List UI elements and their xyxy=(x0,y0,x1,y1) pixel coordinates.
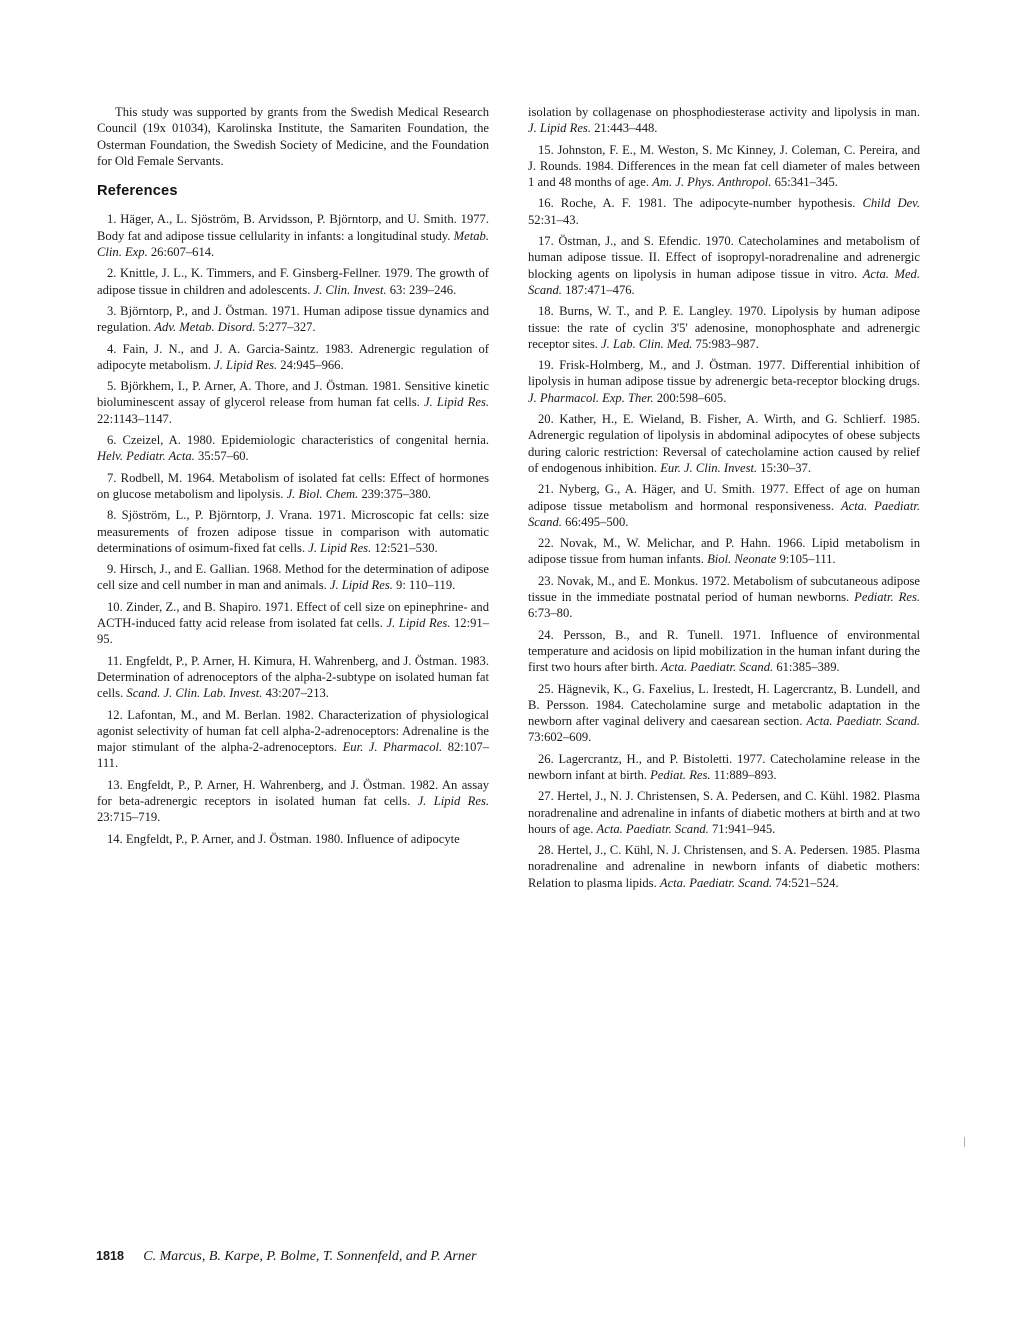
reference-text: 25. Hägnevik, K., G. Faxelius, L. Irestedt, H. Lagercrantz, B. Lundell, and B. Persson. 1984. Catecholamine surge and metabolic adaptation in the newborn after vaginal delivery and caesarean section. xyxy=(528,681,920,729)
journal-name: Acta. Paediatr. Scand. xyxy=(659,875,773,890)
reference-text: 19. Frisk-Holmberg, M., and J. Östman. 1977. Differential inhibition of lipolysis in human adipose tissue by adrenergic beta-receptor blocking drugs. xyxy=(528,358,920,389)
journal-name: Pediatr. Res. xyxy=(854,590,920,605)
reference-text: 28. Hertel, J., C. Kühl, N. J. Christensen, and S. A. Pedersen. 1985. Plasma noradrenaline and adrenaline in newborn infants of diabetic mothers: Relation to plasma lipids. xyxy=(528,843,920,890)
journal-name: Acta. Paediatr. Scand. xyxy=(596,821,709,836)
reference-volume-pages: 61:385–389. xyxy=(773,660,840,675)
left-column xyxy=(97,104,489,852)
reference-volume-pages: 43:207–213. xyxy=(262,686,329,701)
reference-volume-pages: 65:341–345. xyxy=(771,175,838,190)
reference-item xyxy=(97,599,489,648)
reference-text: 18. Burns, W. T., and P. E. Langley. 1970. Lipolysis by human adipose tissue: the rate of cyclin 3'5' adenosine, monophosphate and adrenergic receptor sites. xyxy=(528,304,920,351)
reference-item xyxy=(97,777,489,826)
journal-name: Pediat. Res. xyxy=(650,767,711,782)
reference-volume-pages: 66:495–500. xyxy=(561,514,629,529)
references-heading: References xyxy=(97,183,178,200)
journal-name: Child Dev. xyxy=(862,196,920,211)
reference-volume-pages: 82:107–111. xyxy=(97,740,489,771)
reference-volume-pages: 21:443–448. xyxy=(590,121,658,136)
reference-text: 11. Engfeldt, P., P. Arner, H. Kimura, H. Wahrenberg, and J. Östman. 1983. Determination of adrenoceptors of the alpha-2-subtype on isolated human fat cells. xyxy=(97,653,489,701)
reference-text: 15. Johnston, F. E., M. Weston, S. Mc Kinney, J. Coleman, C. Pereira, and J. Rounds. 1984. Differences in the mean fat cell diameter of males between 1 and 48 months of age. xyxy=(528,142,920,190)
reference-volume-pages: 6:73–80. xyxy=(528,606,573,621)
reference-item xyxy=(528,842,920,891)
reference-volume-pages: 63: 239–246. xyxy=(386,282,457,297)
reference-text: 12. Lafontan, M., and M. Berlan. 1982. Characterization of physiological agonist selectivity of human fat cell alpha-2-adrenoceptors: Adrenaline is the major stimulant of the alpha-2-adrenoceptors. xyxy=(97,707,489,755)
reference-item xyxy=(97,507,489,556)
reference-volume-pages: 23:715–719. xyxy=(97,810,161,825)
reference-text: 8. Sjöström, L., P. Björntorp, J. Vrana. 1971. Microscopic fat cells: size measurements of frozen adipose tissue in comparison with automatic determinations of osimum-fixed fat cells. xyxy=(97,508,489,555)
reference-text: 26. Lagercrantz, H., and P. Bistoletti. 1977. Catecholamine release in the newborn infant at birth. xyxy=(528,751,920,782)
journal-name: J. Lipid Res. xyxy=(214,357,278,372)
reference-item xyxy=(528,681,920,746)
journal-name: J. Lipid Res. xyxy=(423,395,490,410)
reference-text: 13. Engfeldt, P., P. Arner, H. Wahrenberg, and J. Östman. 1982. An assay for beta-adrenergic receptors in isolated human fat cells. xyxy=(97,777,489,808)
reference-item xyxy=(97,378,489,427)
reference-text: 20. Kather, H., E. Wieland, B. Fisher, A. Wirth, and G. Schlierf. 1985. Adrenergic regulation of lipolysis in abdominal adipocytes of obese subjects during caloric restriction: Reversal of catecholamine action caused by relief of endogenous inhibition. xyxy=(528,412,920,475)
reference-item xyxy=(97,211,489,260)
reference-text: 23. Novak, M., and E. Monkus. 1972. Metabolism of subcutaneous adipose tissue in the immediate postnatal period of human newborns. xyxy=(528,573,920,605)
reference-item xyxy=(528,303,920,352)
reference-volume-pages: 26:607–614. xyxy=(147,245,215,260)
reference-volume-pages: 15:30–37. xyxy=(757,460,811,475)
journal-name: J. Lipid Res. xyxy=(528,121,591,136)
reference-text: 1. Häger, A., L. Sjöström, B. Arvidsson, P. Björntorp, and U. Smith. 1977. Body fat and adipose tissue cellularity in infants: a longitudinal study. xyxy=(97,212,489,243)
reference-volume-pages: 5:277–327. xyxy=(255,320,316,335)
reference-text: 10. Zinder, Z., and B. Shapiro. 1971. Effect of cell size on epinephrine- and ACTH-induced fatty acid release from isolated fat cells. xyxy=(97,599,489,631)
journal-name: Am. J. Phys. Anthropol. xyxy=(652,175,772,190)
reference-text: 14. Engfeldt, P., P. Arner, and J. Östman. 1980. Influence of adipocyte xyxy=(107,831,460,846)
reference-volume-pages: 9: 110–119. xyxy=(392,578,456,593)
journal-name: J. Pharmacol. Exp. Ther. xyxy=(528,390,654,405)
reference-item xyxy=(528,751,920,784)
reference-volume-pages: 200:598–605. xyxy=(653,390,727,405)
margin-mark xyxy=(964,1137,965,1147)
reference-item xyxy=(97,265,489,298)
reference-item xyxy=(528,195,920,228)
reference-volume-pages: 75:983–987. xyxy=(692,336,759,351)
reference-volume-pages: 73:602–609. xyxy=(528,730,592,745)
reference-text: 4. Fain, J. N., and J. A. Garcia-Saintz. 1983. Adrenergic regulation of adipocyte metabolism. xyxy=(97,341,489,372)
reference-text: 27. Hertel, J., N. J. Christensen, S. A. Pedersen, and C. Kühl. 1982. Plasma noradrenaline and adrenaline in infants of diabetic mothers at birth and at two hours of age. xyxy=(528,789,920,836)
reference-item xyxy=(528,357,920,406)
page-number: 1818 xyxy=(96,1249,125,1263)
reference-item xyxy=(97,707,489,772)
journal-name: Biol. Neonate xyxy=(707,552,777,567)
journal-name: J. Lipid Res. xyxy=(386,616,451,631)
journal-name: Acta. Paediatr. Scand. xyxy=(660,660,774,675)
journal-name: Metab. Clin. Exp. xyxy=(97,228,489,260)
running-authors: C. Marcus, B. Karpe, P. Bolme, T. Sonnenfeld, and P. Arner xyxy=(143,1249,477,1264)
reference-volume-pages: 52:31–43. xyxy=(528,212,579,227)
journal-name: J. Lab. Clin. Med. xyxy=(601,336,693,351)
journal-name: Acta. Paediatr. Scand. xyxy=(528,498,920,529)
reference-text: 6. Czeizel, A. 1980. Epidemiologic characteristics of congenital hernia. xyxy=(107,433,489,448)
reference-text: 9. Hirsch, J., and E. Gallian. 1968. Method for the determination of adipose cell size and cell number in man and animals. xyxy=(97,562,489,593)
reference-item xyxy=(528,788,920,837)
reference-item xyxy=(528,627,920,676)
reference-item xyxy=(97,303,489,336)
journal-name: Helv. Pediatr. Acta. xyxy=(97,449,195,464)
reference-text: 3. Björntorp, P., and J. Östman. 1971. Human adipose tissue dynamics and regulation. xyxy=(97,303,489,335)
reference-volume-pages: 71:941–945. xyxy=(708,821,776,836)
journal-name: Eur. J. Pharmacol. xyxy=(342,740,443,755)
journal-name: J. Lipid Res. xyxy=(308,540,372,555)
reference-volume-pages: 11:889–893. xyxy=(710,767,777,782)
reference-volume-pages: 9:105–111. xyxy=(776,552,836,567)
reference-item xyxy=(528,535,920,568)
reference-text: 16. Roche, A. F. 1981. The adipocyte-number hypothesis. xyxy=(538,196,863,211)
reference-text: 7. Rodbell, M. 1964. Metabolism of isolated fat cells: Effect of hormones on glucose metabolism and lipolysis. xyxy=(97,470,489,501)
reference-text: 2. Knittle, J. L., K. Timmers, and F. Ginsberg-Fellner. 1979. The growth of adipose tissue in children and adolescents. xyxy=(97,266,489,297)
reference-text: 17. Östman, J., and S. Efendic. 1970. Catecholamines and metabolism of human adipose tissue. II. Effect of isopropyl-noradrenaline and adrenergic blocking agents on lipolysis in human adipose tissue in vitro. xyxy=(528,234,920,281)
journal-name: J. Lipid Res. xyxy=(329,578,393,593)
reference-volume-pages: 24:945–966. xyxy=(277,357,344,372)
acknowledgment-paragraph: This study was supported by grants from the Swedish Medical Research Council (19x 01034), Karolinska Institute, the Samariten Foundation, the Osterman Foundation, the Swedish Society of Medicine, and the Foundation for Old Female Servants. xyxy=(97,105,489,168)
reference-volume-pages: 239:375–380. xyxy=(358,486,432,501)
journal-name: J. Clin. Invest. xyxy=(313,282,387,297)
reference-volume-pages: 187:471–476. xyxy=(561,282,635,297)
reference-item xyxy=(528,411,920,476)
journal-name: Eur. J. Clin. Invest. xyxy=(660,460,758,475)
reference-text: 24. Persson, B., and R. Tunell. 1971. Influence of environmental temperature and acidosis on lipid mobilization in the human infant during the first two hours after birth. xyxy=(528,627,920,675)
right-column xyxy=(528,104,920,896)
reference-item xyxy=(528,573,920,622)
reference-item xyxy=(97,831,489,847)
reference-item xyxy=(97,470,489,503)
reference-item xyxy=(97,341,489,374)
reference-volume-pages: 35:57–60. xyxy=(194,449,249,464)
journal-name: Scand. J. Clin. Lab. Invest. xyxy=(126,686,263,701)
reference-continuation xyxy=(528,104,920,137)
journal-name: Acta. Paediatr. Scand. xyxy=(806,714,920,729)
reference-volume-pages: 12:91–95. xyxy=(97,616,489,647)
journal-name: J. Lipid Res. xyxy=(417,793,489,808)
reference-text: 21. Nyberg, G., A. Häger, and U. Smith. 1977. Effect of age on human adipose tissue metabolism and hormonal responsiveness. xyxy=(528,482,920,513)
reference-text: 22. Novak, M., W. Melichar, and P. Hahn. 1966. Lipid metabolism in adipose tissue from human infants. xyxy=(528,536,920,567)
page-footer xyxy=(96,1248,477,1265)
reference-item xyxy=(528,233,920,298)
journal-name: Acta. Med. Scand. xyxy=(528,266,920,297)
reference-text: 5. Björkhem, I., P. Arner, A. Thore, and J. Östman. 1981. Sensitive kinetic bioluminescent assay of glycerol release from human fat cells. xyxy=(97,379,489,410)
reference-item xyxy=(97,432,489,465)
reference-item xyxy=(97,561,489,594)
reference-item xyxy=(97,653,489,702)
reference-list-right xyxy=(528,142,920,891)
journal-name: Adv. Metab. Disord. xyxy=(154,320,256,335)
reference-volume-pages: 74:521–524. xyxy=(772,875,839,890)
reference-volume-pages: 12:521–530. xyxy=(371,540,438,555)
reference-list-left xyxy=(97,211,489,846)
reference-item xyxy=(528,481,920,530)
reference-item xyxy=(528,142,920,191)
journal-name: J. Biol. Chem. xyxy=(286,486,359,501)
reference-text: isolation by collagenase on phosphodiesterase activity and lipolysis in man. xyxy=(528,105,920,119)
reference-volume-pages: 22:1143–1147. xyxy=(97,411,172,426)
